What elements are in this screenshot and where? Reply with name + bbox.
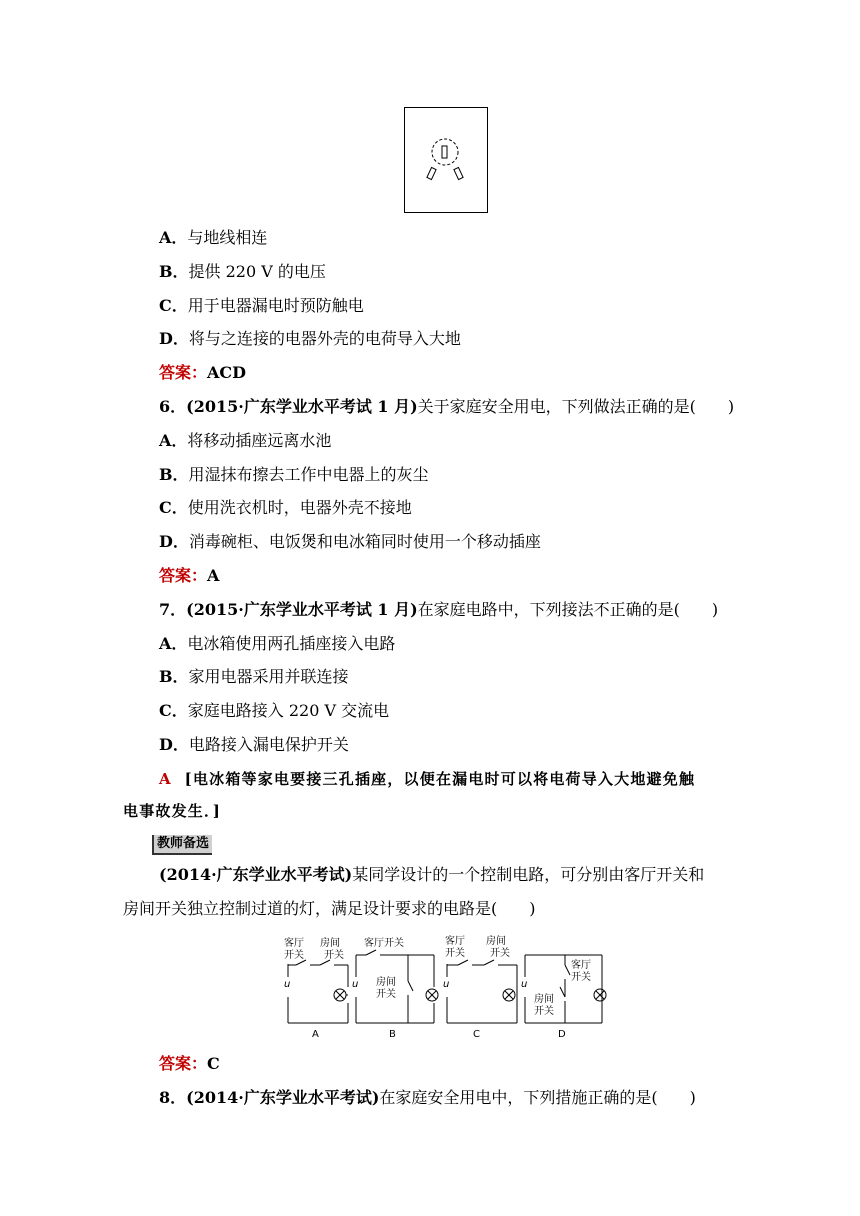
q7-option-b: B．家用电器采用并联连接 xyxy=(159,667,349,686)
option-d: D．将与之连接的电器外壳的电荷导入大地 xyxy=(159,329,461,348)
q7-option-c: C．家庭电路接入 220 V 交流电 xyxy=(159,701,390,720)
q7-explanation-2: 电事故发生．] xyxy=(123,802,221,820)
option-b: B．提供 220 V 的电压 xyxy=(159,262,326,281)
q7-option-d: D．电路接入漏电保护开关 xyxy=(159,735,349,754)
svg-text:u: u xyxy=(284,979,291,990)
teacher-tag: 教师备选 xyxy=(152,835,212,855)
q6-option-c: C．使用洗衣机时，电器外壳不接地 xyxy=(159,498,412,517)
svg-text:开关: 开关 xyxy=(490,948,510,959)
socket-figure xyxy=(404,107,488,218)
svg-text:A: A xyxy=(312,1029,319,1040)
question-6: 6．(2015·广东学业水平考试 1 月)关于家庭安全用电，下列做法正确的是( ) xyxy=(159,397,735,416)
question-2014-line-1: (2014·广东学业水平考试)某同学设计的一个控制电路，可分别由客厅开关和 xyxy=(159,865,705,884)
svg-text:u: u xyxy=(352,979,359,990)
svg-text:客厅: 客厅 xyxy=(445,936,465,947)
svg-text:房间: 房间 xyxy=(534,994,554,1005)
svg-text:D: D xyxy=(558,1029,566,1040)
option-c: C．用于电器漏电时预防触电 xyxy=(159,296,364,315)
option-a: A．与地线相连 xyxy=(159,228,268,247)
svg-text:C: C xyxy=(473,1029,480,1040)
question-2014-line-2: 房间开关独立控制过道的灯，满足设计要求的电路是( ) xyxy=(123,899,536,918)
circuit-b xyxy=(356,950,438,1023)
svg-text:开关: 开关 xyxy=(376,989,396,1000)
answer-5: 答案：ACD xyxy=(159,363,247,382)
q6-option-b: B．用湿抹布擦去工作中电器上的灰尘 xyxy=(159,465,429,484)
svg-text:客厅: 客厅 xyxy=(284,938,304,949)
svg-text:房间: 房间 xyxy=(486,936,506,947)
circuit-c xyxy=(447,960,517,1023)
question-8: 8．(2014·广东学业水平考试)在家庭安全用电中，下列措施正确的是( ) xyxy=(159,1088,696,1107)
q6-option-a: A．将移动插座远离水池 xyxy=(159,431,332,450)
circuit-a xyxy=(288,960,348,1023)
svg-text:u: u xyxy=(443,979,450,990)
svg-text:开关: 开关 xyxy=(534,1006,554,1017)
svg-text:客厅开关: 客厅开关 xyxy=(364,938,404,949)
svg-text:房间: 房间 xyxy=(376,977,396,988)
q6-option-d: D．消毒碗柜、电饭煲和电冰箱同时使用一个移动插座 xyxy=(159,532,541,551)
q7-explanation-1: A [电冰箱等家电要接三孔插座，以便在漏电时可以将电荷导入大地避免触 xyxy=(159,770,696,788)
svg-text:开关: 开关 xyxy=(324,950,344,961)
svg-text:开关: 开关 xyxy=(284,950,304,961)
svg-text:房间: 房间 xyxy=(320,938,340,949)
question-7: 7．(2015·广东学业水平考试 1 月)在家庭电路中，下列接法不正确的是( ) xyxy=(159,600,719,619)
svg-text:开关: 开关 xyxy=(571,972,591,983)
three-hole-socket-icon xyxy=(404,107,488,214)
q7-option-a: A．电冰箱使用两孔插座接入电路 xyxy=(159,634,396,653)
circuit-options-diagram xyxy=(282,935,740,1045)
answer-6: 答案：A xyxy=(159,566,220,585)
svg-text:B: B xyxy=(389,1029,396,1040)
svg-text:开关: 开关 xyxy=(445,948,465,959)
svg-text:客厅: 客厅 xyxy=(571,960,591,971)
svg-text:u: u xyxy=(521,979,528,990)
answer-2014: 答案：C xyxy=(159,1054,220,1073)
